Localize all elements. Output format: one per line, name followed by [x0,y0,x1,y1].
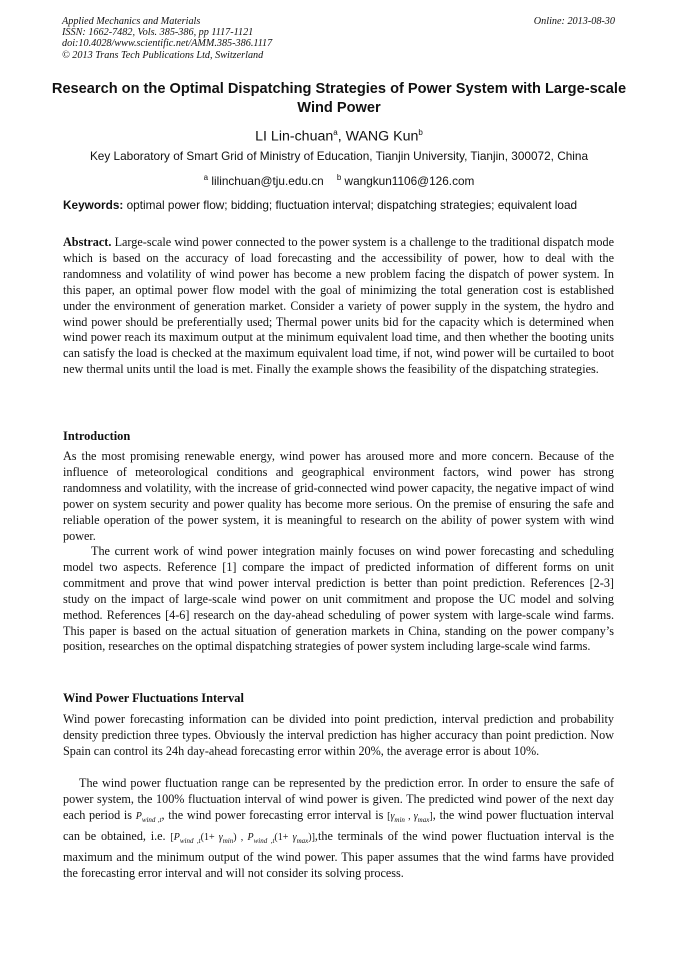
wind-section-paragraph-1: Wind power forecasting information can be divided into point prediction, interval prediction and probability density prediction three types. Obviously the interval prediction has higher accuracy than point prediction. Now Spain can control its 24h day-ahead forecasting error within 20%, the average error is about 10%. [63,712,614,758]
abstract-label: Abstract. [63,235,112,249]
wind-section-paragraph-2 [63,776,614,881]
affiliation: Key Laboratory of Smart Grid of Ministry of Education, Tianjin University, Tianjin, 300072, China [89,149,589,163]
doi-line: doi:10.4028/www.scientific.net/AMM.385-386.1117 [62,38,273,50]
keywords-text: optimal power flow; bidding; fluctuation interval; dispatching strategies; equivalent load [126,198,578,212]
math-error-interval: [$\gamma_{min}$ , $\gamma_{max}$] [387,810,433,824]
copyright-line: © 2013 Trans Tech Publications Ltd, Switzerland [62,49,264,61]
math-p-wind: $P_{wind ,t}$ [135,810,162,824]
email-a: lilinchuan@tju.edu.cn [211,173,324,188]
author-1: LI Lin-chuan [255,128,334,145]
wind-p2-text-b: , the wind power forecasting error interval is [161,807,384,822]
issn-line: ISSN: 1662-7482, Vols. 385-386, pp 1117-1121 [62,27,254,39]
author-line [40,124,638,146]
wind-p2-text-d: ,the terminals of the wind power fluctuation interval is the maximum and the minimum output of the wind power. This paper assumes that the wind farms have provided the forecasting error interval and will not consider its solving process. [63,828,614,880]
author-1-sup: a [333,128,338,137]
wind-p2-text-a: The wind power fluctuation range can be represented by the prediction error. In order to ensure the safe of power system, the 100% fluctuation interval of wind power is given. The predicted wind power of the next day each period is [63,776,614,822]
keywords-label: Keywords: [63,198,124,212]
paper-title: Research on the Optimal Dispatching Strategies of Power System with Large-scale Wind Power [51,81,627,116]
author-2: WANG Kun [345,128,419,145]
introduction-paragraph-2: The current work of wind power integration mainly focuses on wind power forecasting and scheduling model two aspects. Reference [1] compare the impact of predicted information of different forms on unit commitment and prove that wind power interval prediction is better than point prediction. References [2-3] study on the impact of large-scale wind power on unit commitment and propose the UC model and solving method. References [4-6] research on the day-ahead scheduling of power system with large-scale wind farms. This paper is based on the actual situation of generation markets in China, standing on the power company’s position, researches on the optimal dispatching strategies of power system including large-scale wind farms. [63,544,614,654]
email-b: wangkun1106@126.com [344,173,475,188]
online-date: Online: 2013-08-30 [533,16,615,27]
wind-section-heading: Wind Power Fluctuations Interval [63,691,244,705]
introduction-heading: Introduction [63,429,131,443]
journal-name: Applied Mechanics and Materials [62,16,201,27]
wind-p2-text-c: , the wind power fluctuation interval can be obtained, i.e. [63,807,614,843]
email-a-sup: a [203,173,209,182]
author-2-sup: b [418,128,423,137]
email-b-sup: b [336,173,342,182]
math-fluctuation-interval: [$P_{wind ,t}(1+ \gamma_{min})$ , $P_{wind ,t}(1+ \gamma_{max})$] [170,831,315,845]
keywords [63,198,623,213]
introduction-paragraph-1: As the most promising renewable energy, wind power has aroused more and more concern. Because of the influence of meteorological conditions and geographical environment factors, wind power has strong randomness and volatility, with the increase of grid-connected wind power capacity, the negative impact of wind power on system security and power quality has become more serious. On the premise of ensuring the safe and reliable operation of the power system, it is meaningful to research on the ability of power system with wind power. [63,449,614,543]
email-line [40,170,638,189]
journal-header [62,16,615,61]
author-separator: , [337,128,346,145]
abstract-text: Large-scale wind power connected to the power system is a challenge to the traditional dispatch mode which is based on the accuracy of load forecasting and the accessibility of power, how to deal with the randomness and volatility of wind power has become a new problem facing the dispatch of power system. In this paper, an optimal power flow model with the goal of minimizing the total generation cost is established under the environment of generation market. Consider a variety of power supply in the system, the hydro and wind power should be preferentially used; Thermal power units bid for the capacity which is determined when wind power reach its maximum output at the minimum equivalent load time, and then whether the booting units can satisfy the load is checked at the maximum equivalent load time, if not, wind power will be curtailed to boot new thermal units until the load is met. Finally the example shows the feasibility of the dispatching strategies. [63,235,614,377]
abstract [63,235,614,378]
